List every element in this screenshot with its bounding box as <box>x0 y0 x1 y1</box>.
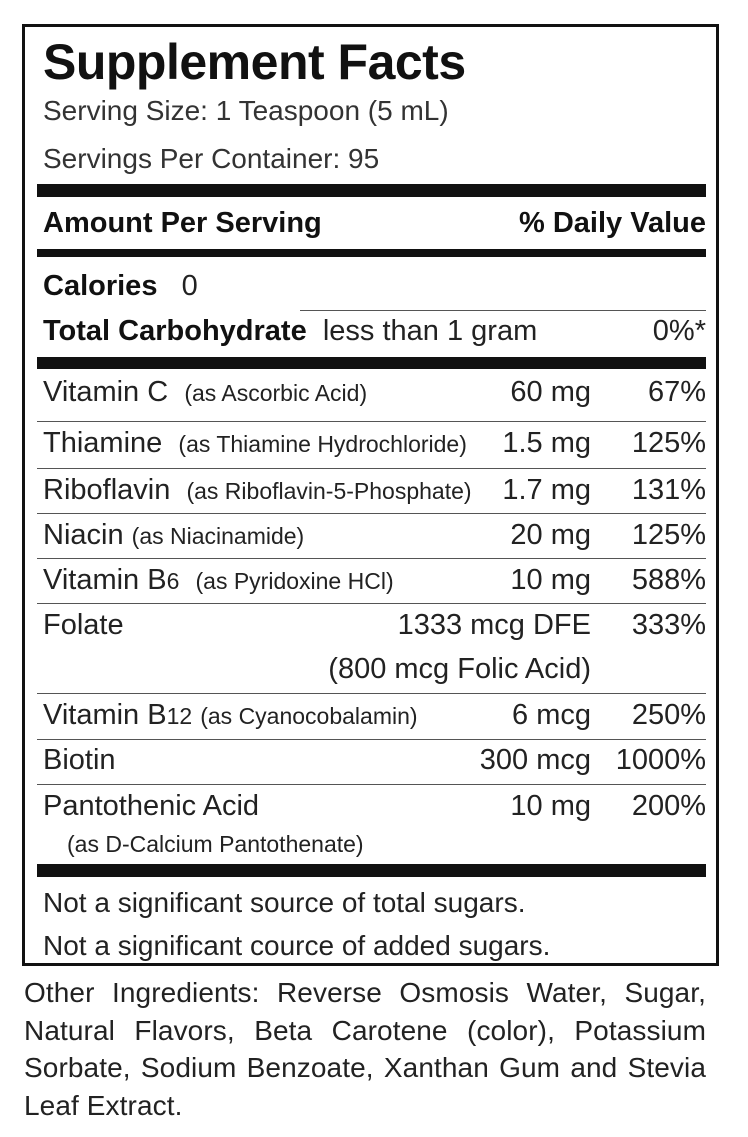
nutrient-name: Thiamine <box>43 427 163 459</box>
nutrient-row-vitamin-b6 <box>43 564 394 597</box>
nutrient-name: Pantothenic Acid <box>43 790 260 822</box>
nutrient-source: (as Pyridoxine HCl) <box>195 568 394 594</box>
footnote-total-sugars: Not a significant source of total sugars. <box>43 887 526 918</box>
nutrient-source: (as D-Calcium Pantothenate) <box>67 831 364 857</box>
nutrient-name: Folate <box>43 609 124 641</box>
nutrient-dv: 1000% <box>615 744 706 776</box>
nutrient-dv: 250% <box>631 699 706 731</box>
nutrient-name: Biotin <box>43 744 116 776</box>
nutrient-amount: 10 mg <box>510 790 591 822</box>
row-divider <box>300 310 706 311</box>
thick-divider <box>37 357 706 369</box>
nutrient-name-subscript: 6 <box>166 568 180 594</box>
nutrient-name: Niacin <box>43 519 124 551</box>
nutrient-amount: 60 mg <box>510 376 591 408</box>
nutrient-amount: 1.7 mg <box>502 474 591 506</box>
amount-per-serving-label: Amount Per Serving <box>43 207 322 239</box>
row-divider <box>37 603 706 604</box>
nutrient-dv: 131% <box>631 474 706 506</box>
nutrient-amount: 10 mg <box>510 564 591 596</box>
nutrient-row-niacin <box>43 519 304 552</box>
row-divider <box>37 558 706 559</box>
thick-divider <box>37 864 706 877</box>
nutrient-amount: 300 mcg <box>479 744 591 776</box>
row-divider <box>37 693 706 694</box>
nutrient-name: Vitamin B <box>43 564 167 596</box>
nutrient-amount: 20 mg <box>510 519 591 551</box>
nutrient-dv: 125% <box>631 519 706 551</box>
nutrient-name-subscript: 12 <box>166 703 193 729</box>
calories-label: Calories <box>43 270 158 302</box>
daily-value-label: % Daily Value <box>519 207 706 239</box>
nutrient-source: (as Thiamine Hydrochloride) <box>178 431 467 457</box>
nutrient-row-riboflavin <box>43 474 472 507</box>
total-carbohydrate-amount: less than 1 gram <box>322 315 538 347</box>
nutrient-source: (as Ascorbic Acid) <box>184 380 368 406</box>
nutrient-amount-note: (800 mcg Folic Acid) <box>328 653 591 685</box>
row-divider <box>37 513 706 514</box>
nutrient-amount: 6 mcg <box>512 699 591 731</box>
nutrient-dv: 588% <box>631 564 706 596</box>
thick-divider <box>37 184 706 197</box>
nutrient-name: Vitamin C <box>43 376 169 408</box>
nutrient-row-pantothenic-acid <box>43 790 259 823</box>
nutrient-source: (as Niacinamide) <box>131 523 305 549</box>
serving-size: Serving Size: 1 Teaspoon (5 mL) <box>43 95 449 126</box>
nutrient-row-thiamine <box>43 427 467 460</box>
nutrient-amount: 1.5 mg <box>502 427 591 459</box>
row-divider <box>37 421 706 422</box>
nutrient-source: (as Riboflavin-5-Phosphate) <box>186 478 472 504</box>
nutrient-dv: 200% <box>631 790 706 822</box>
total-carbohydrate-row <box>43 315 537 348</box>
medium-divider <box>37 249 706 257</box>
row-divider <box>37 468 706 469</box>
supplement-facts-panel <box>22 24 719 966</box>
nutrient-dv: 333% <box>631 609 706 641</box>
calories-value: 0 <box>181 270 198 302</box>
panel-title: Supplement Facts <box>43 34 466 90</box>
nutrient-name: Vitamin B <box>43 699 167 731</box>
nutrient-row-vitamin-b12 <box>43 699 418 732</box>
nutrient-row-folate <box>43 609 124 642</box>
other-ingredients: Other Ingredients: Reverse Osmosis Water, Sugar, Natural Flavors, Beta Carotene (color), Potassium Sorbate, Sodium Benzoate, Xanthan Gum and Stevia Leaf Extract. <box>24 977 706 1121</box>
nutrient-name: Riboflavin <box>43 474 171 506</box>
nutrient-source: (as Cyanocobalamin) <box>200 703 418 729</box>
calories-row <box>43 270 198 303</box>
total-carbohydrate-dv: 0%* <box>652 315 706 347</box>
row-divider <box>37 784 706 785</box>
total-carbohydrate-label: Total Carbohydrate <box>43 315 307 347</box>
footnote-added-sugars: Not a significant cource of added sugars. <box>43 930 551 961</box>
nutrient-amount: 1333 mcg DFE <box>397 609 591 641</box>
nutrient-dv: 125% <box>631 427 706 459</box>
nutrient-row-vitamin-c <box>43 376 367 409</box>
nutrient-row-biotin <box>43 744 116 777</box>
nutrient-dv: 67% <box>647 376 706 408</box>
row-divider <box>37 739 706 740</box>
servings-per-container: Servings Per Container: 95 <box>43 143 380 174</box>
